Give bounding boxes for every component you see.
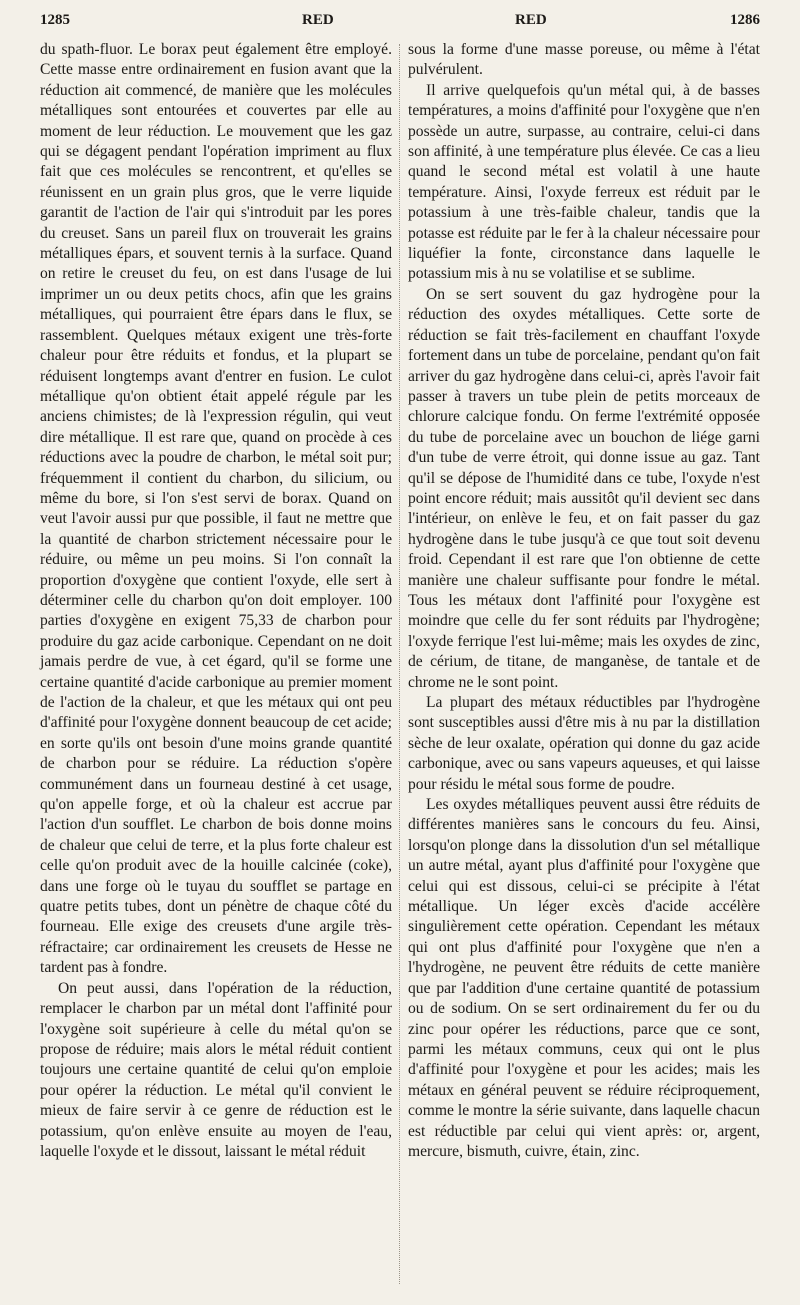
page-number-right: 1286 xyxy=(730,12,760,28)
paragraph: Les oxydes métalliques peuvent aussi être réduits de différentes manières sans le concours du feu. Ainsi, lorsqu'on plonge dans la dissolution d'un sel métallique un autre métal, ayant plus d'affinité pour l'oxygène que celui qui est dissous, celui-ci se précipite à l'état métallique. Un léger excès d'acide accélère singulièrement cette opération. Cependant les métaux qui ont plus d'affinité pour l'oxygène que n'en a l'hydrogène, ne peuvent être réduits de cette manière que par l'addition d'une certaine quantité de potassium ou de sodium. On se sert ordinairement du fer ou du zinc pour opérer les réductions, parce que ce sont, parmi les métaux communs, ceux qui ont le plus d'affinité pour l'oxygène et pour les acides; mais les métaux en général peuvent se réduire réciproquement, comme le montre la série suivante, dans laquelle chacun est réductible par celui qui vient après: or, argent, mercure, bismuth, cuivre, étain, zinc. xyxy=(408,796,760,1160)
paragraph: sous la forme d'une masse poreuse, ou même à l'état pulvérulent. xyxy=(408,41,760,79)
paragraph: Il arrive quelquefois qu'un métal qui, à de basses températures, a moins d'affinité pour l'oxygène que n'en possède un autre, surpasse, au contraire, celui-ci dans son affinité, à une température plus élevée. Ce cas a lieu quand le second métal est volatil à une haute température. Ainsi, l'oxyde ferreux est réduit par le potassium à une très-faible chaleur, tandis que la potasse est réduite par le fer à la chaleur nécessaire pour liquéfier la fonte, circonstance dans laquelle le potassium mis à nu se volatilise et se sublime. xyxy=(408,81,760,283)
right-column xyxy=(408,40,760,1162)
paragraph: On se sert souvent du gaz hydrogène pour la réduction des oxydes métalliques. Cette sorte de réduction se fait très-facilement en chauffant l'oxyde fortement dans un tube de porcelaine, pendant qu'on fait arriver du gaz hydrogène dans celui-ci, après l'avoir fait passer à travers un tube plein de petits morceaux de chlorure calcique fondu. On ferme l'extrémité opposée du tube de porcelaine avec un bouchon de liége garni d'un tube de verre étroit, qui donne issue au gaz. Tant qu'il se dépose de l'humidité dans ce tube, l'oxyde n'est point encore réduit; mais aussitôt qu'il devient sec dans l'intérieur, on enlève le feu, et on fait passer du gaz hydrogène dans le tube jusqu'à ce que tout soit devenu froid. Cependant il est rare que l'on obtienne de cette manière une chaleur suffisante pour fondre le métal. Tous les métaux dont l'affinité pour l'oxygène est moindre que celle du fer sont réduits par l'hydrogène; l'oxyde ferrique l'est lui-même; mais les oxydes de zinc, de cérium, de titane, de manganèse, de tantale et de chrome ne le sont point. xyxy=(408,285,760,691)
paragraph: La plupart des métaux réductibles par l'hydrogène sont susceptibles aussi d'être mis à nu par la distillation sèche de leur oxalate, opération qui donne du gaz acide carbonique, avec ou sans vapeurs aqueuses, et qui laisse pour résidu le métal sous forme de poudre. xyxy=(408,694,760,793)
header-word-left: RED xyxy=(302,12,334,28)
running-header xyxy=(40,12,760,34)
paragraph: On peut aussi, dans l'opération de la réduction, remplacer le charbon par un métal dont l'affinité pour l'oxygène soit supérieure à celle du métal qu'on se propose de réduire; mais alors le métal réduit contient toujours une certaine quantité de celui qu'on emploie pour opérer la réduction. Le métal qu'il convient le mieux de faire servir à ce genre de réduction est le potassium, qu'on enlève ensuite au moyen de l'eau, laquelle l'oxyde et le dissout, laissant le métal réduit xyxy=(40,979,392,1160)
page-number-left: 1285 xyxy=(40,12,70,28)
column-divider xyxy=(399,44,400,1284)
left-column xyxy=(40,40,392,1162)
paragraph: du spath-fluor. Le borax peut également être employé. Cette masse entre ordinairement en fusion avant que la réduction ait commencé, de manière que les molécules métalliques sont entourées et couvertes par elle au moment de leur réduction. Le mouvement que les gaz qui se dégagent pendant l'opération impriment au flux fait que ces molécules se rencontrent, et qu'elles se réunissent en un grain plus gros, que le verre liquide garantit de l'action de l'air qui s'introduit par les pores du creuset. Sans un pareil flux on trouverait les grains métalliques épars, et souvent ternis à la surface. Quand on retire le creuset du feu, on est dans l'usage de lui imprimer un ou deux petits chocs, afin que les grains métalliques, qui pourraient être épars dans le flux, se rassemblent. Quelques métaux exigent une très-forte chaleur pour être réduits et fondus, et la plupart se réduisent longtemps avant d'entrer en fusion. Le culot métallique qu'on obtient était appelé régule par les anciens chimistes; de là l'expression régulin, qui veut dire métallique. Il est rare que, quand on procède à ces réductions avec la poudre de charbon, le métal soit pur; fréquemment il contient du charbon, du silicium, ou même du bore, si l'on s'est servi de borax. Quand on veut l'avoir aussi pur que possible, il faut ne mettre que la quantité de charbon strictement nécessaire pour le réduire, ou même un peu moins. Si l'on connaît la proportion d'oxygène que contient l'oxyde, elle sert à déterminer celle du charbon qu'on doit employer. 100 parties d'oxygène en exigent 75,33 de charbon pour produire du gaz acide carbonique. Cependant on ne doit jamais perdre de vue, à cet égard, qu'il se forme une certaine quantité d'acide carbonique au premier moment de l'action de la chaleur, et que les métaux qui ont peu d'affinité pour l'oxygène donnent beaucoup de cet acide; en sorte qu'ils ont besoin d'une moins grande quantité de charbon pour se réduire. La réduction s'opère communément dans un fourneau destiné à cet usage, qu'on appelle forge, et où la chaleur est accrue par l'action d'un soufflet. Le charbon de bois donne moins de chaleur que celui de terre, et la plus forte chaleur est celle qu'on produit avec de la houille calcinée (coke), dans une forge où le tuyau du soufflet se partage en quatre petits tubes, dont un pénètre de chaque côté du fourneau. Elle exige des creusets d'une argile très-réfractaire; car ordinairement les creusets de Hesse ne tardent pas à fondre. xyxy=(40,41,392,977)
header-word-right: RED xyxy=(515,12,547,28)
